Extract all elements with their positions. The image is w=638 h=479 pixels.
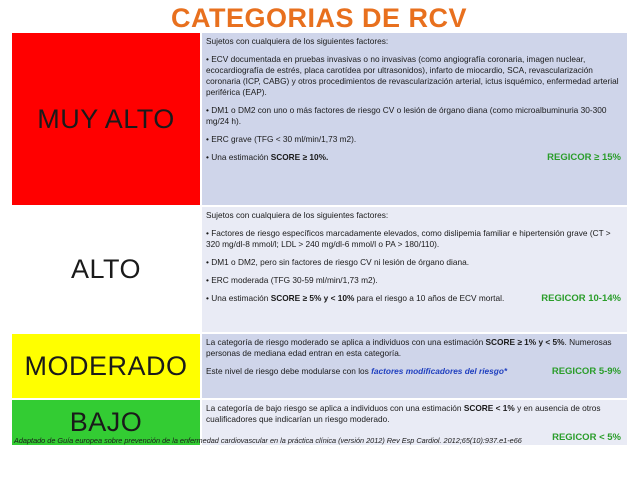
score-value: SCORE ≥ 10%.	[270, 152, 329, 162]
score-value: SCORE ≥ 5% y < 10%	[270, 293, 355, 303]
description-bullet: • DM1 o DM2 con uno o más factores de riesgo CV o lesión de órgano diana (como microalbuminuria 30-300 mg/24 h).	[206, 105, 607, 126]
description-score-line	[206, 152, 621, 163]
score-text: • Una estimación	[206, 293, 271, 303]
description-paragraph: La categoría de bajo riesgo se aplica a individuos con una estimación SCORE < 1% y en ausencia de otros cualificadores que indicarían un riesgo moderado.	[206, 403, 601, 424]
regicor-value: REGICOR 10-14%	[541, 293, 621, 304]
page-title: CATEGORIAS DE RCV	[170, 3, 468, 33]
score-text-post: para el riesgo a 10 años de ECV mortal.	[354, 293, 505, 303]
category-row-alto	[12, 207, 627, 334]
description-intro: Sujetos con cualquiera de los siguientes factores:	[206, 36, 389, 46]
description-bullet: • Factores de riesgo específicos marcadamente elevados, como dislipemia familiar e hipertensión grave (CT > 320 mg/dl-8 mmol/l; LDL > 240 mg/dl-6 mmol/l o PA > 180/110).	[206, 228, 611, 249]
category-description-moderado	[200, 334, 627, 398]
description-paragraph: La categoría de riesgo moderado se aplica a individuos con una estimación SCORE ≥ 1% y < 5%. Numerosas personas de mediana edad entran en esta categoría.	[206, 337, 612, 358]
category-label-muy-alto: MUY ALTO	[12, 33, 200, 205]
category-label-moderado: MODERADO	[12, 334, 200, 398]
regicor-value: REGICOR < 5%	[552, 432, 621, 443]
description-bullet: • DM1 o DM2, pero sin factores de riesgo CV ni lesión de órgano diana.	[206, 257, 470, 267]
description-bullet: • ERC grave (TFG < 30 ml/min/1,73 m2).	[206, 134, 357, 144]
category-description-alto	[200, 207, 627, 332]
source-citation: Adaptado de Guía europea sobre prevención de la enfermedad cardiovascular en la práctica clínica (versión 2012) Rev Esp Cardiol. 2012;65(10):937.e1-e66	[14, 436, 522, 445]
score-text: • Una estimación	[206, 152, 271, 162]
category-row-muy-alto	[12, 33, 627, 207]
risk-modifiers-link[interactable]: factores modificadores del riesgo*	[371, 366, 508, 376]
category-label-alto: ALTO	[12, 207, 200, 332]
description-intro: Sujetos con cualquiera de los siguientes factores:	[206, 210, 389, 220]
category-label-bajo: BAJO	[12, 400, 200, 445]
risk-category-table	[12, 33, 627, 447]
description-bullet: • ECV documentada en pruebas invasivas o no invasivas (como angiografía coronaria, imagen nuclear, ecocardiografía de estrés, placa carotídea por ultrasonidos), infarto de miocardio, SCA, revascularización coronaria (ICP, CABG) y otros procedimientos de revascularización arterial, ictus isquémico, enfermedad arterial periférica (EAP).	[206, 54, 619, 97]
category-row-moderado	[12, 334, 627, 400]
description-score-line	[206, 293, 621, 304]
regicor-value: REGICOR ≥ 15%	[547, 152, 621, 163]
category-description-muy-alto	[200, 33, 627, 205]
regicor-value: REGICOR 5-9%	[551, 366, 621, 377]
description-bullet: • ERC moderada (TFG 30-59 ml/min/1,73 m2).	[206, 275, 378, 285]
description-modifier-line: Este nivel de riesgo debe modularse con los factores modificadores del riesgo* REGICOR 5-9%	[206, 366, 621, 377]
